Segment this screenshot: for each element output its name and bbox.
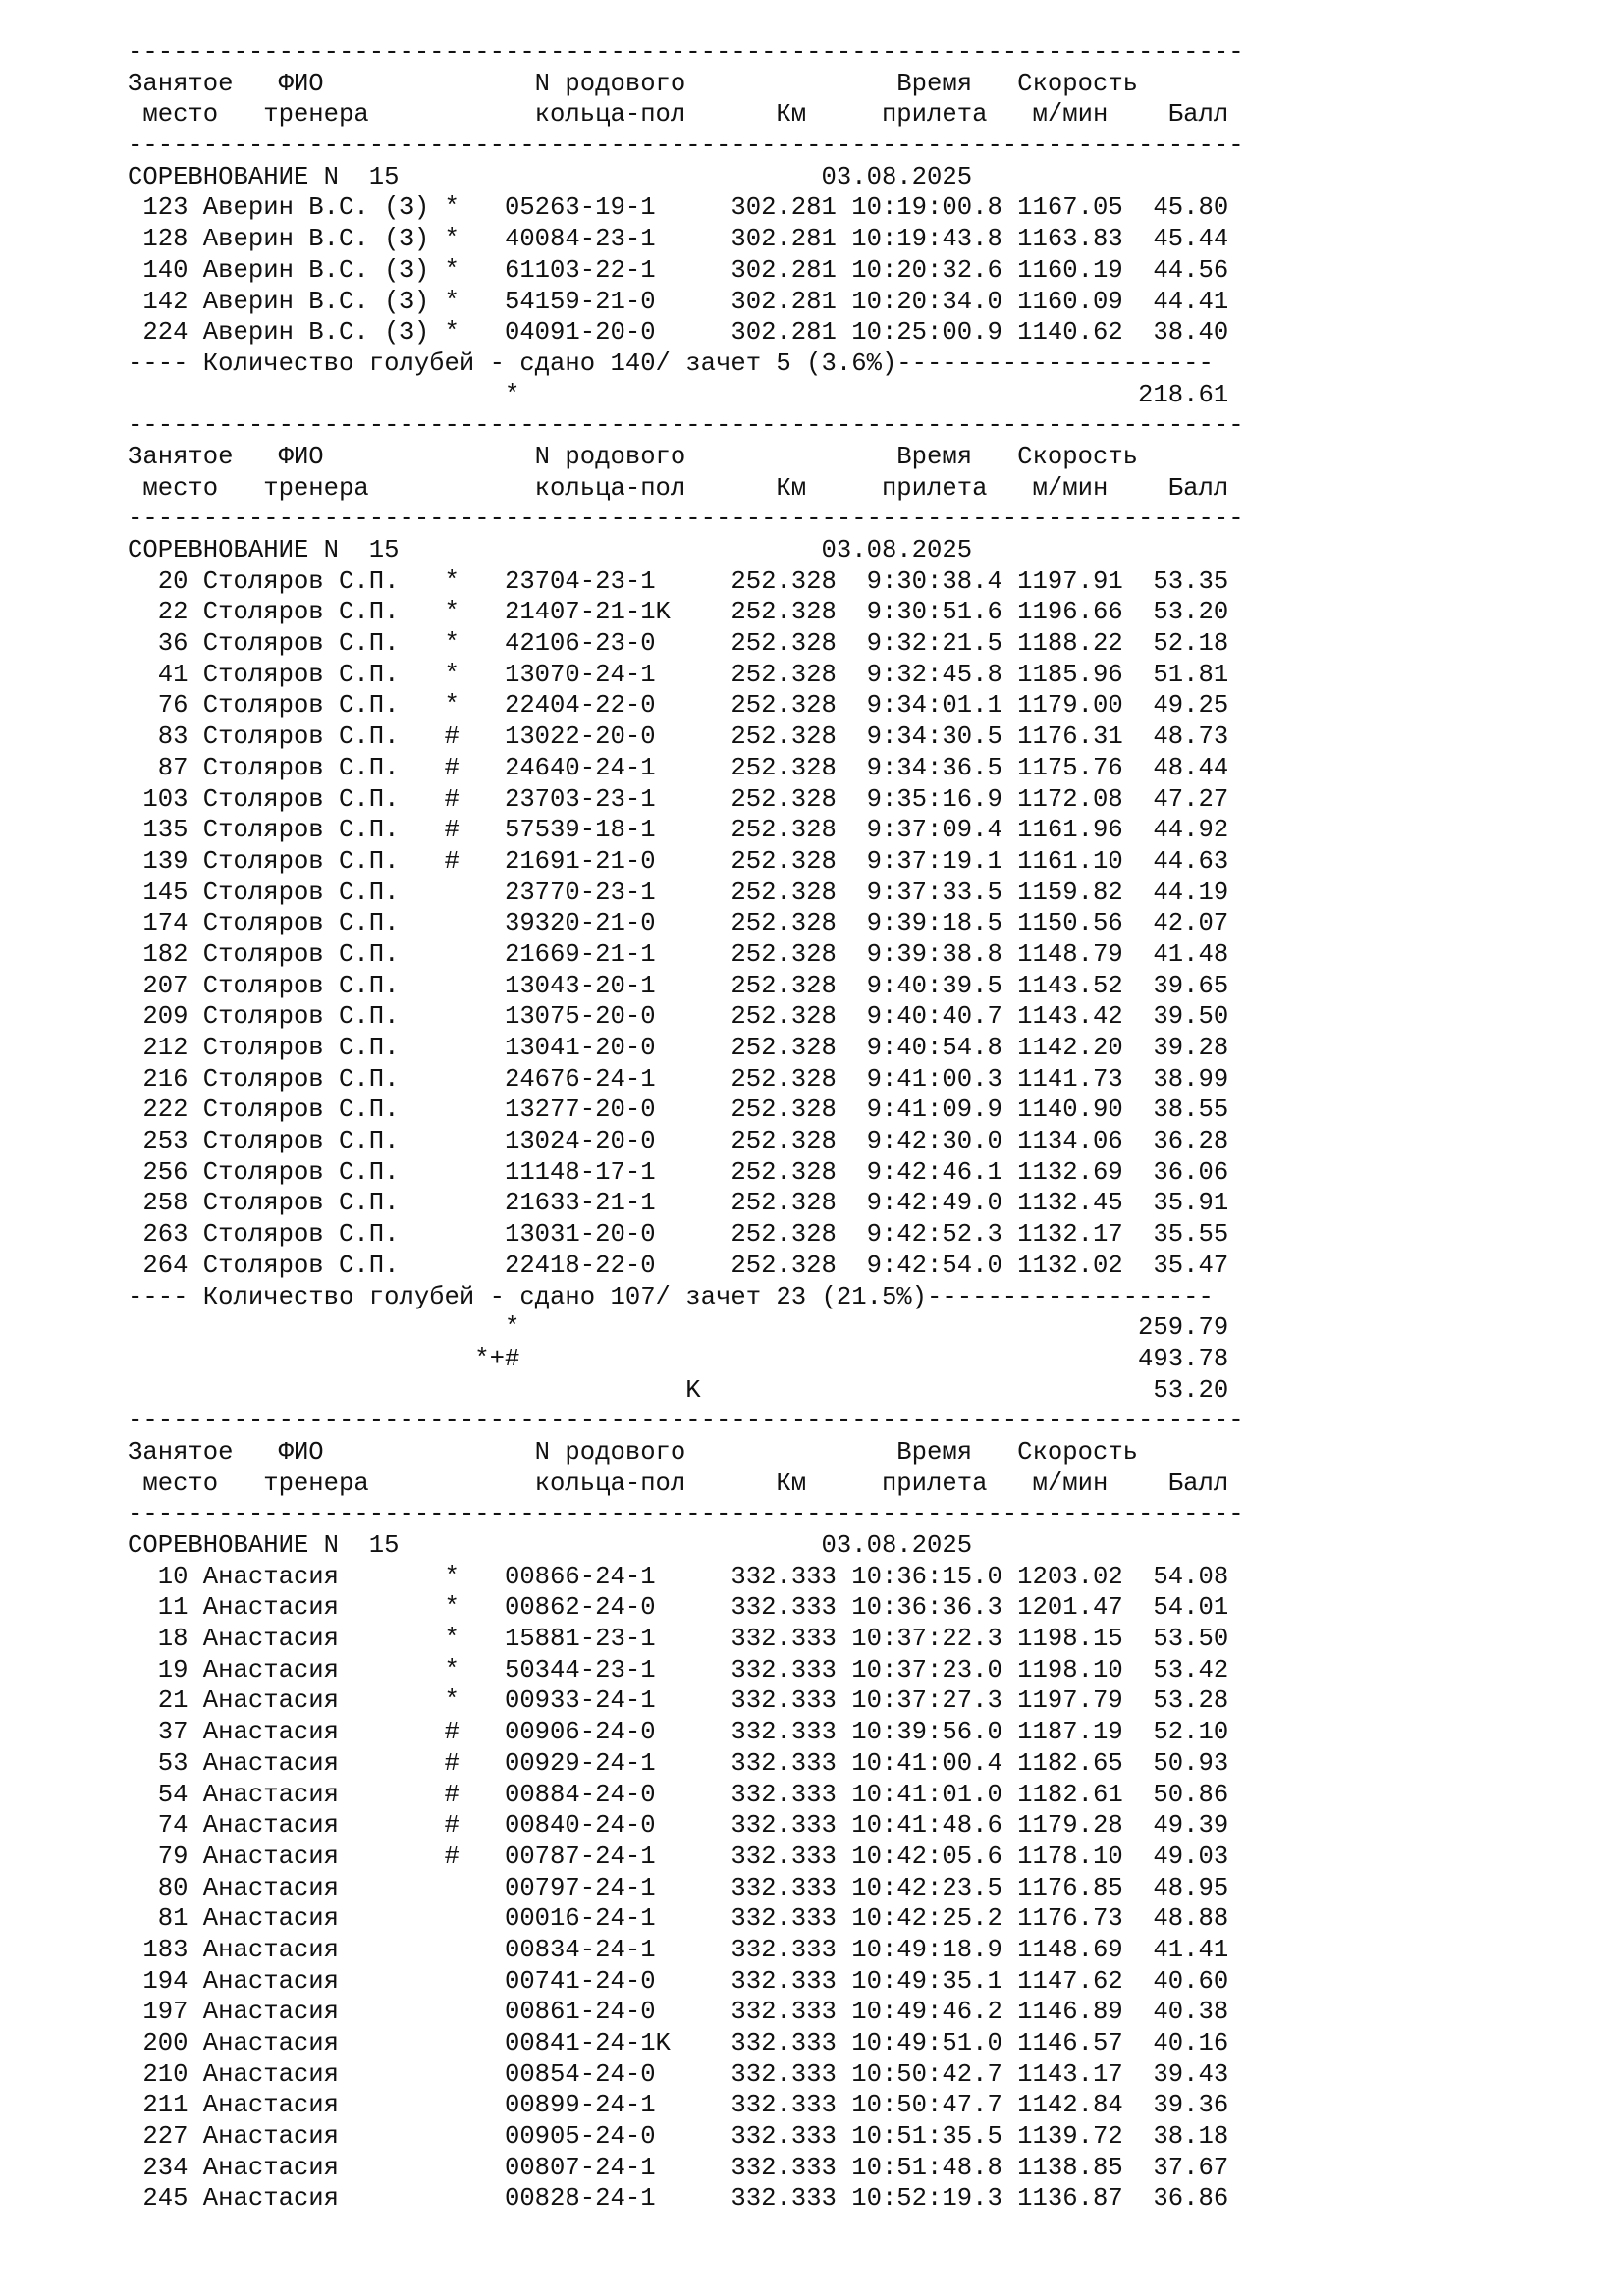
result-row: 197 Анастасия 00861-24-0 332.333 10:49:46.2 1146.89 40.38 <box>128 1998 1229 2027</box>
result-row: 234 Анастасия 00807-24-1 332.333 10:51:48.8 1138.85 37.67 <box>128 2153 1229 2182</box>
column-header: место тренера кольца-пол Км прилета м/мин Балл <box>128 473 1229 503</box>
result-row: 128 Аверин В.С. (З) * 40084-23-1 302.281 10:19:43.8 1163.83 45.44 <box>128 225 1229 254</box>
separator-line: -------------------------------------------------------------------------- <box>128 505 1244 534</box>
result-row: 209 Столяров С.П. 13075-20-0 252.328 9:40:40.7 1143.42 39.50 <box>128 1002 1229 1032</box>
result-row: 194 Анастасия 00741-24-0 332.333 10:49:35.1 1147.62 40.60 <box>128 1966 1229 1996</box>
result-row: 76 Столяров С.П. * 22404-22-0 252.328 9:34:01.1 1179.00 49.25 <box>128 691 1229 721</box>
result-row: 10 Анастасия * 00866-24-1 332.333 10:36:15.0 1203.02 54.08 <box>128 1562 1229 1591</box>
competition-header: СОРЕВНОВАНИЕ N 15 03.08.2025 <box>128 162 973 191</box>
column-header: Занятое ФИО N родового Время Скорость <box>128 69 1139 98</box>
result-row: 37 Анастасия # 00906-24-0 332.333 10:39:56.0 1187.19 52.10 <box>128 1718 1229 1747</box>
result-row: 210 Анастасия 00854-24-0 332.333 10:50:42.7 1143.17 39.43 <box>128 2059 1229 2089</box>
result-row: 79 Анастасия # 00787-24-1 332.333 10:42:05.6 1178.10 49.03 <box>128 1842 1229 1871</box>
result-row: 53 Анастасия # 00929-24-1 332.333 10:41:00.4 1182.65 50.93 <box>128 1748 1229 1778</box>
result-row: 135 Столяров С.П. # 57539-18-1 252.328 9:37:09.4 1161.96 44.92 <box>128 816 1229 845</box>
column-header: Занятое ФИО N родового Время Скорость <box>128 1437 1139 1467</box>
result-row: 140 Аверин В.С. (З) * 61103-22-1 302.281 10:20:32.6 1160.19 44.56 <box>128 255 1229 285</box>
separator-line: -------------------------------------------------------------------------- <box>128 1407 1244 1436</box>
result-row: 83 Столяров С.П. # 13022-20-0 252.328 9:34:30.5 1176.31 48.73 <box>128 722 1229 752</box>
result-row: 224 Аверин В.С. (З) * 04091-20-0 302.281 10:25:00.9 1140.62 38.40 <box>128 318 1229 347</box>
result-row: 87 Столяров С.П. # 24640-24-1 252.328 9:34:36.5 1175.76 48.44 <box>128 753 1229 782</box>
competition-header: СОРЕВНОВАНИЕ N 15 03.08.2025 <box>128 1531 973 1560</box>
result-row: 245 Анастасия 00828-24-1 332.333 10:52:19.3 1136.87 36.86 <box>128 2184 1229 2214</box>
result-row: 222 Столяров С.П. 13277-20-0 252.328 9:41:09.9 1140.90 38.55 <box>128 1095 1229 1125</box>
result-row: 142 Аверин В.С. (З) * 54159-21-0 302.281 10:20:34.0 1160.09 44.41 <box>128 287 1229 316</box>
total-line: * 218.61 <box>128 380 1229 409</box>
column-header: место тренера кольца-пол Км прилета м/мин Балл <box>128 1468 1229 1498</box>
result-row: 81 Анастасия 00016-24-1 332.333 10:42:25.2 1176.73 48.88 <box>128 1904 1229 1934</box>
result-row: 21 Анастасия * 00933-24-1 332.333 10:37:27.3 1197.79 53.28 <box>128 1686 1229 1716</box>
column-header: место тренера кольца-пол Км прилета м/мин Балл <box>128 100 1229 130</box>
column-header: Занятое ФИО N родового Время Скорость <box>128 442 1139 471</box>
result-row: 263 Столяров С.П. 13031-20-0 252.328 9:42:52.3 1132.17 35.55 <box>128 1220 1229 1250</box>
total-line: * 259.79 <box>128 1313 1229 1343</box>
result-row: 123 Аверин В.С. (З) * 05263-19-1 302.281 10:19:00.8 1167.05 45.80 <box>128 193 1229 223</box>
result-row: 256 Столяров С.П. 11148-17-1 252.328 9:42:46.1 1132.69 36.06 <box>128 1157 1229 1187</box>
result-row: 41 Столяров С.П. * 13070-24-1 252.328 9:32:45.8 1185.96 51.81 <box>128 660 1229 689</box>
result-row: 174 Столяров С.П. 39320-21-0 252.328 9:39:18.5 1150.56 42.07 <box>128 909 1229 938</box>
result-row: 212 Столяров С.П. 13041-20-0 252.328 9:40:54.8 1142.20 39.28 <box>128 1034 1229 1062</box>
result-row: 103 Столяров С.П. # 23703-23-1 252.328 9:35:16.9 1172.08 47.27 <box>128 784 1229 814</box>
result-row: 200 Анастасия 00841-24-1K 332.333 10:49:51.0 1146.57 40.16 <box>128 2029 1229 2057</box>
result-row: 11 Анастасия * 00862-24-0 332.333 10:36:36.3 1201.47 54.01 <box>128 1593 1229 1623</box>
result-row: 145 Столяров С.П. 23770-23-1 252.328 9:37:33.5 1159.82 44.19 <box>128 878 1229 907</box>
pigeon-count-summary: ---- Количество голубей - сдано 140/ зачет 5 (3.6%)--------------------- <box>128 348 1214 378</box>
result-row: 19 Анастасия * 50344-23-1 332.333 10:37:23.0 1198.10 53.42 <box>128 1655 1229 1684</box>
separator-line: -------------------------------------------------------------------------- <box>128 411 1244 441</box>
result-row: 80 Анастасия 00797-24-1 332.333 10:42:23.5 1176.85 48.95 <box>128 1873 1229 1902</box>
separator-line: -------------------------------------------------------------------------- <box>128 132 1244 161</box>
result-row: 183 Анастасия 00834-24-1 332.333 10:49:18.9 1148.69 41.41 <box>128 1935 1229 1964</box>
result-row: 36 Столяров С.П. * 42106-23-0 252.328 9:32:21.5 1188.22 52.18 <box>128 629 1229 659</box>
result-row: 18 Анастасия * 15881-23-1 332.333 10:37:22.3 1198.15 53.50 <box>128 1625 1229 1654</box>
result-row: 207 Столяров С.П. 13043-20-1 252.328 9:40:39.5 1143.52 39.65 <box>128 971 1229 1000</box>
result-row: 54 Анастасия # 00884-24-0 332.333 10:41:01.0 1182.61 50.86 <box>128 1780 1229 1809</box>
total-line: *+# 493.78 <box>128 1344 1229 1373</box>
separator-line: -------------------------------------------------------------------------- <box>128 38 1244 67</box>
competition-header: СОРЕВНОВАНИЕ N 15 03.08.2025 <box>128 536 973 564</box>
result-row: 258 Столяров С.П. 21633-21-1 252.328 9:42:49.0 1132.45 35.91 <box>128 1189 1229 1218</box>
separator-line: -------------------------------------------------------------------------- <box>128 1500 1244 1529</box>
result-row: 253 Столяров С.П. 13024-20-0 252.328 9:42:30.0 1134.06 36.28 <box>128 1127 1229 1156</box>
result-row: 74 Анастасия # 00840-24-0 332.333 10:41:48.6 1179.28 49.39 <box>128 1811 1229 1841</box>
result-row: 139 Столяров С.П. # 21691-21-0 252.328 9:37:19.1 1161.10 44.63 <box>128 846 1229 876</box>
total-line: K 53.20 <box>128 1375 1229 1405</box>
result-row: 22 Столяров С.П. * 21407-21-1K 252.328 9:30:51.6 1196.66 53.20 <box>128 598 1229 627</box>
result-row: 264 Столяров С.П. 22418-22-0 252.328 9:42:54.0 1132.02 35.47 <box>128 1251 1229 1280</box>
pigeon-count-summary: ---- Количество голубей - сдано 107/ зачет 23 (21.5%)------------------- <box>128 1282 1214 1311</box>
result-row: 182 Столяров С.П. 21669-21-1 252.328 9:39:38.8 1148.79 41.48 <box>128 939 1229 969</box>
result-row: 211 Анастасия 00899-24-1 332.333 10:50:47.7 1142.84 39.36 <box>128 2091 1229 2120</box>
results-printout <box>128 37 1326 2215</box>
result-row: 20 Столяров С.П. * 23704-23-1 252.328 9:30:38.4 1197.91 53.35 <box>128 566 1229 596</box>
result-row: 216 Столяров С.П. 24676-24-1 252.328 9:41:00.3 1141.73 38.99 <box>128 1064 1229 1094</box>
result-row: 227 Анастасия 00905-24-0 332.333 10:51:35.5 1139.72 38.18 <box>128 2122 1229 2152</box>
